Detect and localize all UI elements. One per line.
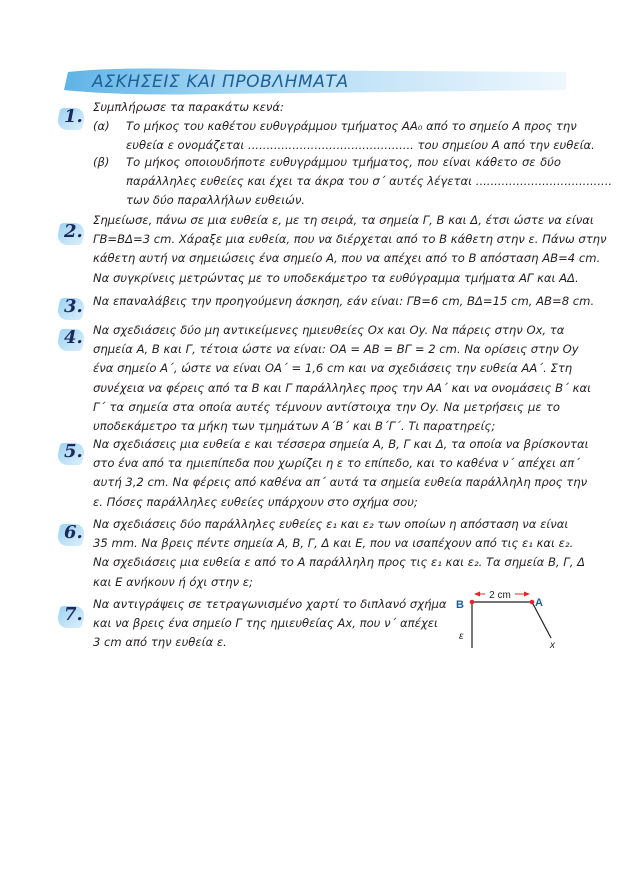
exercise-7-figure [452, 588, 562, 650]
text-line: ΓΒ=ΒΔ=3 cm. Χάραξε μια ευθεία, που να διέρχεται από το Β κάθετη στην ε. Πάνω στην [93, 232, 607, 247]
text-line: κάθετη αυτή να σημειώσεις ένα σημείο Α, που να απέχει από το Β απόσταση ΑΒ=4 cm. [93, 251, 601, 266]
text-line: 3 cm από την ευθεία ε. [93, 635, 227, 650]
label-b: Β [456, 599, 464, 611]
text-line: Το μήκος του καθέτου ευθυγράμμου τμήματος ΑΑ₀ από το σημείο Α προς την [126, 119, 577, 133]
arrow-left-icon [474, 592, 480, 597]
exercise-number-3: 3. [64, 296, 83, 317]
text-line: Το μήκος οποιουδήποτε ευθυγράμμου τμήματος, που είναι κάθετο σε δύο [126, 155, 561, 169]
text-line: των δύο παραλλήλων ευθειών. [126, 193, 305, 208]
part-label: (α) [93, 119, 110, 133]
part-label: (β) [93, 155, 110, 169]
text-line: αυτή 3,2 cm. Να φέρεις από καθένα απ΄ αυτά τα σημεία ευθεία παράλληλη προς την [93, 475, 588, 490]
arrow-right-icon [524, 592, 530, 597]
text-line: συνέχεια να φέρεις από τα Β και Γ παράλληλες προς την ΑΑ΄ και να ονομάσεις Β΄ και [93, 380, 592, 395]
exercise-number-7: 7. [64, 604, 83, 625]
exercise-number-5: 5. [64, 441, 83, 462]
exercise-number-2: 2. [64, 221, 83, 242]
text-line: Σημείωσε, πάνω σε μια ευθεία ε, με τη σειρά, τα σημεία Γ, Β και Δ, έτσι ώστε να είναι [93, 213, 594, 227]
text-line: σημεία Α, Β και Γ, τέτοια ώστε να είναι: ΟΑ = ΑΒ = ΒΓ = 2 cm. Να ορίσεις στην Οy [93, 342, 579, 357]
text-line: Να επαναλάβεις την προηγούμενη άσκηση, εάν είναι: ΓΒ=6 cm, ΒΔ=15 cm, ΑΒ=8 cm. [93, 294, 595, 308]
label-epsilon: ε [459, 631, 464, 642]
exercise-4-text [93, 321, 592, 436]
text-line: Να συγκρίνεις μετρώντας με το υποδεκάμετρο τα ευθύγραμμα τμήματα ΑΓ και ΑΔ. [93, 270, 579, 285]
exercise-5-text [93, 435, 589, 512]
text-line: ε. Πόσες παράλληλες ευθείες υπάρχουν στο σχήμα σου; [93, 494, 418, 509]
text-line: Να σχεδιάσεις μια ευθεία ε από το Α παράλληλη προς τις ε₁ και ε₂. Τα σημεία Β, Γ, Δ [93, 555, 586, 570]
text-line: 35 mm. Να βρεις πέντε σημεία Α, Β, Γ, Δ και Ε, που να ισαπέχουν από τις ε₁ και ε₂. [93, 536, 574, 551]
exercise-1-intro [93, 98, 560, 117]
text-line: στο ένα από τα ημιεπίπεδα που χωρίζει η ε το επίπεδο, και το καθένα ν΄ απέχει απ΄ [93, 456, 581, 471]
text-line: και Ε ανήκουν ή όχι στην ε; [93, 574, 253, 589]
text-line: Να σχεδιάσεις μια ευθεία ε και τέσσερα σημεία Α, Β, Γ και Δ, τα οποία να βρίσκονται [93, 437, 589, 451]
point-b [470, 600, 475, 605]
text-line: και να βρεις ένα σημείο Γ της ημιευθείας Αx, που ν΄ απέχει [93, 616, 438, 631]
text-line: Συμπλήρωσε τα παρακάτω κενά: [93, 100, 284, 114]
exercise-3-text [93, 292, 595, 311]
exercise-2-text [93, 211, 607, 288]
page-title: ΑΣΚΗΣΕΙΣ ΚΑΙ ΠΡΟΒΛΗΜΑΤΑ [92, 72, 349, 92]
exercise-number-4: 4. [64, 327, 83, 348]
measure-label: 2 cm [489, 590, 511, 601]
exercise-6-text [93, 515, 586, 592]
exercise-number-1: 1. [64, 106, 83, 127]
text-line: Να αντιγράψεις σε τετραγωνισμένο χαρτί το διπλανό σχήμα [93, 597, 447, 611]
exercise-number-6: 6. [64, 522, 83, 543]
point-a [530, 600, 535, 605]
text-line: Να σχεδιάσεις δύο παράλληλες ευθείες ε₁ και ε₂ των οποίων η απόσταση να είναι [93, 517, 569, 531]
label-a: Α [535, 597, 543, 609]
text-line: ένα σημείο Α΄, ώστε να είναι ΟΑ΄ = 1,6 cm και να σχεδιάσεις την ευθεία ΑΑ΄. Στη [93, 361, 573, 376]
text-line: υποδεκάμετρο τα μήκη των τμημάτων Α΄Β΄ και Β΄Γ΄. Τι παρατηρείς; [93, 419, 496, 434]
exercise-7-text [93, 595, 447, 653]
label-x: x [550, 640, 555, 651]
text-line: παράλληλες ευθείες και έχει τα άκρα του σ΄ αυτές λέγεται ..................................... [126, 174, 613, 189]
text-line: Γ΄ τα σημεία στα οποία αυτές τέμνουν αντίστοιχα την Οy. Να μετρήσεις με το [93, 399, 560, 414]
text-line: ευθεία ε ονομάζεται ............................................. του σημείου Α από την ευθεία. [126, 138, 595, 153]
text-line: Να σχεδιάσεις δύο μη αντικείμενες ημιευθείες Οx και Οy. Να πάρεις στην Οx, τα [93, 323, 565, 337]
